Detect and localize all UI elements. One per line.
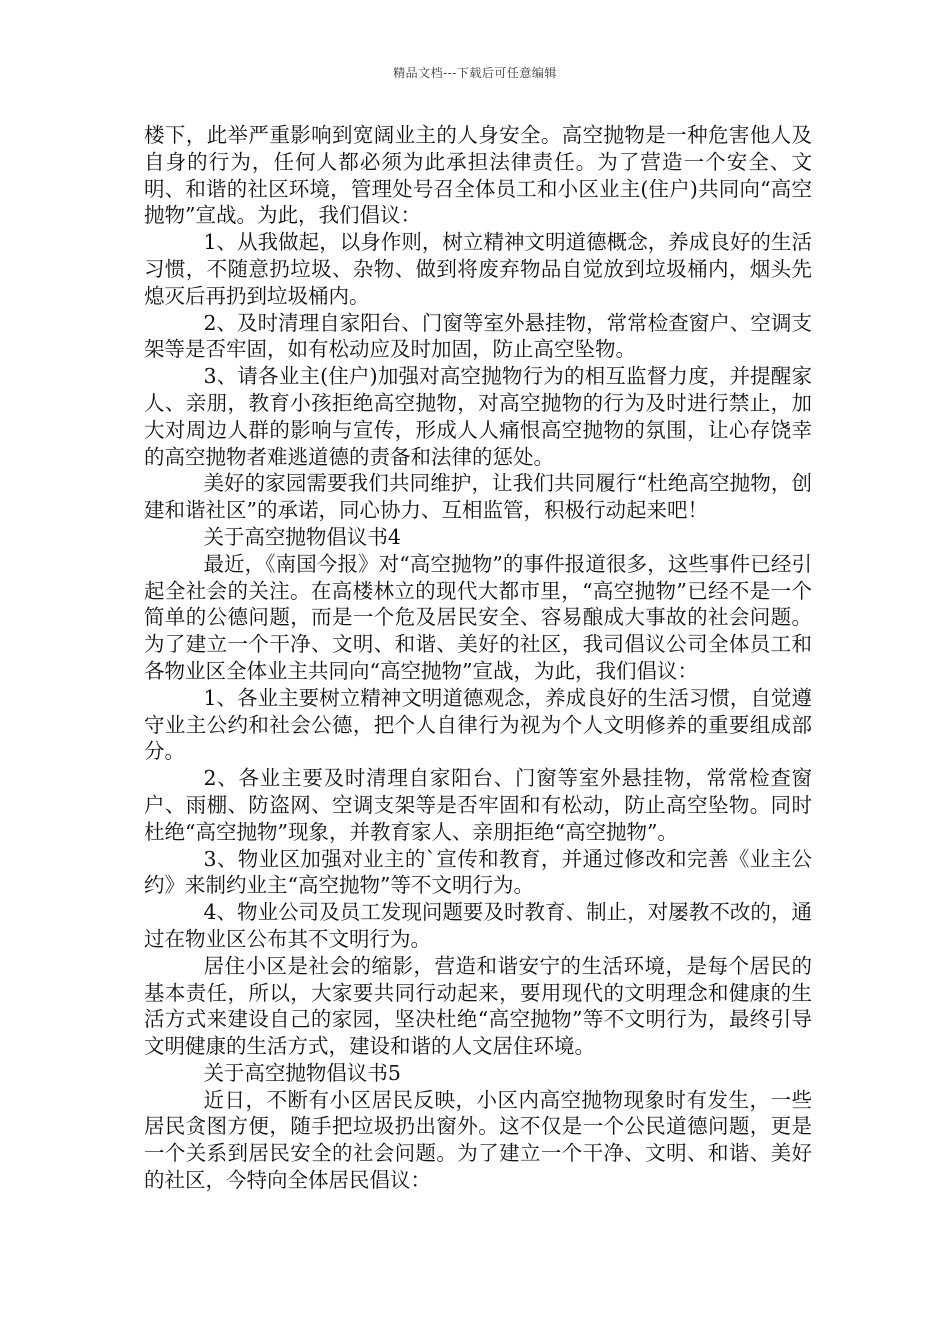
- section-heading-4: 关于高空抛物倡议书4: [203, 524, 401, 549]
- paragraph-continuation: 楼下，此举严重影响到宽阔业主的人身安全。高空抛物是一种危害他人及自身的行为，任何人都必须为此承担法律责任。为了营造一个安全、文明、和谐的社区环境，管理处号召全体员工和小区业主(住户)共同向“高空抛物”宣战。为此，我们倡议：: [144, 123, 812, 228]
- document-body: [144, 122, 812, 1194]
- paragraph-item-4-1: 1、各业主要树立精神文明道德观念，养成良好的生活习惯，自觉遵守业主公约和社会公德，把个人自律行为视为个人文明修养的重要组成部分。: [144, 685, 812, 764]
- paragraph-item-4-3: 3、物业区加强对业主的`宣传和教育，并通过修改和完善《业主公约》来制约业主“高空抛物”等不文明行为。: [144, 846, 812, 898]
- paragraph-intro-4: 最近，《南国今报》对“高空抛物”的事件报道很多，这些事件已经引起全社会的关注。在高楼林立的现代大都市里，“高空抛物”已经不是一个简单的公德问题，而是一个危及居民安全、容易酿成大事故的社会问题。为了建立一个干净、文明、和谐、美好的社区，我司倡议公司全体员工和各物业区全体业主共同向“高空抛物”宣战，为此，我们倡议：: [144, 551, 812, 683]
- paragraph-item-4-2: 2、各业主要及时清理自家阳台、门窗等室外悬挂物，常常检查窗户、雨棚、防盗网、空调支架等是否牢固和有松动，防止高空坠物。同时杜绝“高空抛物”现象，并教育家人、亲朋拒绝“高空抛物”。: [144, 766, 812, 844]
- paragraph-item-2: 2、及时清理自家阳台、门窗等室外悬挂物，常常检查窗户、空调支架等是否牢固，如有松动应及时加固，防止高空坠物。: [144, 310, 812, 362]
- page-header: 精品文档---下载后可任意编辑: [393, 66, 557, 80]
- paragraph-item-3: 3、请各业主(住户)加强对高空抛物行为的相互监督力度，并提醒家人、亲朋，教育小孩拒绝高空抛物，对高空抛物的行为及时进行禁止，加大对周边人群的影响与宣传，形成人人痛恨高空抛物的氛围，让心存饶幸的高空抛物者难逃道德的责备和法律的惩处。: [144, 364, 812, 469]
- paragraph-closing: 美好的家园需要我们共同维护，让我们共同履行“杜绝高空抛物，创建和谐社区”的承诺，同心协力、互相监管，积极行动起来吧！: [144, 471, 812, 523]
- paragraph-item-4-4: 4、物业公司及员工发现问题要及时教育、制止，对屡教不改的，通过在物业区公布其不文明行为。: [144, 900, 812, 951]
- paragraph-item-1: 1、从我做起，以身作则，树立精神文明道德概念，养成良好的生活习惯，不随意扔垃圾、杂物、做到将废弃物品自觉放到垃圾桶内，烟头先熄灭后再扔到垃圾桶内。: [144, 230, 812, 308]
- paragraph-intro-5: 近日，不断有小区居民反映，小区内高空抛物现象时有发生，一些居民贪图方便，随手把垃圾扔出窗外。这不仅是一个公民道德问题，更是一个关系到居民安全的社会问题。为了建立一个干净、文明、和谐、美好的社区，今特向全体居民倡议：: [144, 1087, 812, 1193]
- section-heading-5: 关于高空抛物倡议书5: [203, 1060, 401, 1085]
- paragraph-closing-4: 居住小区是社会的缩影，营造和谐安宁的生活环境，是每个居民的基本责任，所以，大家要共同行动起来，要用现代的文明理念和健康的生活方式来建设自己的家园，坚决杜绝“高空抛物”等不文明行为，最终引导文明健康的生活方式，建设和谐的人文居住环境。: [144, 953, 812, 1059]
